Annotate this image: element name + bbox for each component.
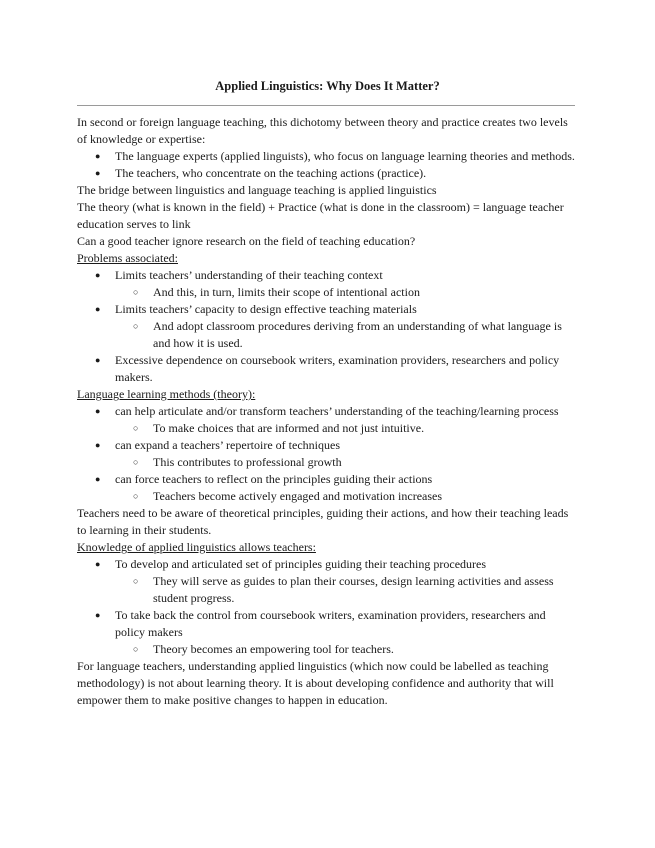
bridge-paragraph: The bridge between linguistics and language teaching is applied linguistics	[77, 183, 437, 197]
sub-list-item: ○ And this, in turn, limits their scope of intentional action	[115, 284, 577, 301]
list-item: ● The language experts (applied linguists), who focus on language learning theories and methods.	[77, 148, 577, 165]
sub-list-item: ○ To make choices that are informed and not just intuitive.	[115, 420, 577, 437]
sub-list	[115, 318, 577, 352]
sub-list-item: ○ This contributes to professional growth	[115, 454, 577, 471]
intro-paragraph: In second or foreign language teaching, this dichotomy between theory and practice creates two levels of knowledge or expertise:	[77, 115, 568, 146]
theory-practice-paragraph: The theory (what is known in the field) + Practice (what is done in the classroom) = language teacher education serves to link	[77, 200, 564, 231]
list-item	[77, 267, 577, 301]
list-item	[77, 437, 577, 471]
knowledge-heading: Knowledge of applied linguistics allows teachers:	[77, 540, 316, 554]
sub-list	[115, 573, 577, 607]
list-item-text: To take back the control from coursebook writers, examination providers, researchers and policy makers	[115, 608, 546, 639]
sub-list	[115, 488, 577, 505]
list-item-text: Limits teachers’ capacity to design effective teaching materials	[115, 302, 417, 316]
sub-list-item: ○ They will serve as guides to plan their courses, design learning activities and assess student progress.	[115, 573, 577, 607]
list-item-text: can help articulate and/or transform teachers’ understanding of the teaching/learning process	[115, 404, 559, 418]
list-item	[77, 556, 577, 607]
methods-heading: Language learning methods (theory):	[77, 387, 256, 401]
sub-list	[115, 454, 577, 471]
list-item-text: can force teachers to reflect on the principles guiding their actions	[115, 472, 433, 486]
list-item: ● The teachers, who concentrate on the teaching actions (practice).	[77, 165, 577, 182]
list-item	[77, 471, 577, 505]
problems-list	[77, 267, 577, 386]
list-item-text: can expand a teachers’ repertoire of techniques	[115, 438, 340, 452]
list-item	[77, 403, 577, 437]
list-item-text: Limits teachers’ understanding of their teaching context	[115, 268, 383, 282]
list-item-text: To develop and articulated set of principles guiding their teaching procedures	[115, 557, 487, 571]
sub-list-item: ○ And adopt classroom procedures deriving from an understanding of what language is and how it is used.	[115, 318, 577, 352]
list-item	[77, 607, 577, 658]
methods-list	[77, 403, 577, 505]
awareness-paragraph: Teachers need to be aware of theoretical principles, guiding their actions, and how their teaching leads to learning in their students.	[77, 506, 569, 537]
sub-list	[115, 284, 577, 301]
conclusion-paragraph: For language teachers, understanding applied linguistics (which now could be labelled as teaching methodology) is not about learning theory. It is about developing confidence and authority that will empower them to make positive changes to happen in education.	[77, 659, 554, 707]
sub-list-item: ○ Teachers become actively engaged and motivation increases	[115, 488, 577, 505]
document-body	[77, 114, 577, 709]
sub-list-item: ○ Theory becomes an empowering tool for teachers.	[115, 641, 577, 658]
page-title: Applied Linguistics: Why Does It Matter?	[215, 79, 440, 93]
sub-list	[115, 420, 577, 437]
intro-list	[77, 148, 577, 182]
question-paragraph: Can a good teacher ignore research on the field of teaching education?	[77, 234, 416, 248]
list-item: ● Excessive dependence on coursebook writers, examination providers, researchers and policy makers.	[77, 352, 577, 386]
list-item	[77, 301, 577, 352]
knowledge-list	[77, 556, 577, 658]
problems-heading: Problems associated:	[77, 251, 178, 265]
sub-list	[115, 641, 577, 658]
title-divider	[77, 105, 575, 106]
